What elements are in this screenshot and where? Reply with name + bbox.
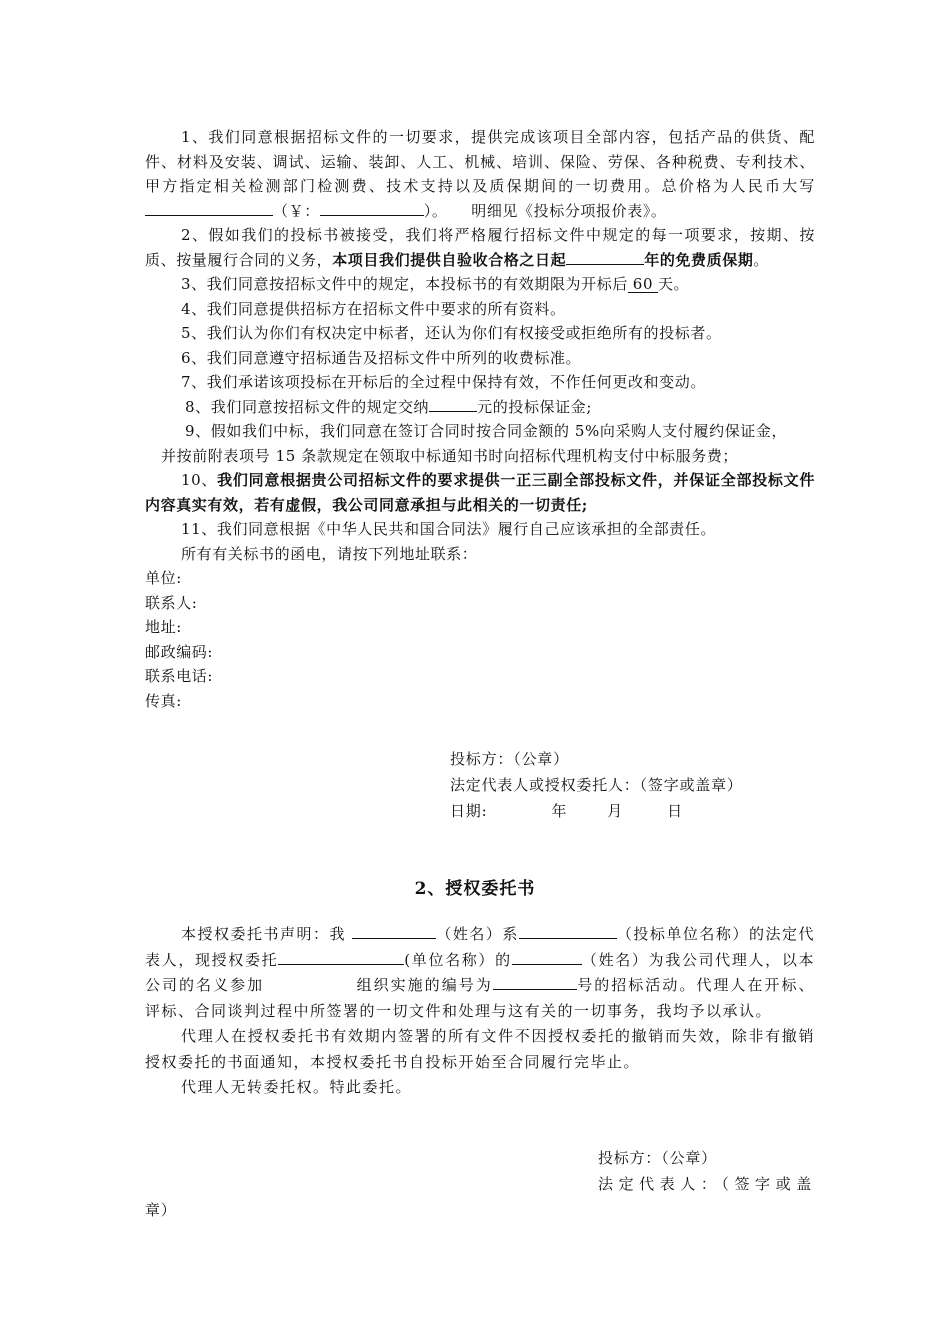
clause-1-yuan-label: （￥： [273, 201, 320, 220]
auth-representative-line-tail: 章） [145, 1201, 177, 1219]
clause-1 [145, 125, 815, 223]
bid-letter-signature [450, 746, 743, 824]
price-figure-blank [320, 199, 424, 216]
price-words-blank [145, 199, 273, 216]
representative-line: 法定代表人或授权委托人：（签字或盖章） [450, 776, 743, 794]
authorization-paragraph-1 [145, 922, 815, 1024]
date-month: 月 [607, 802, 624, 820]
clause-6: 6、我们同意遵守招标通告及招标文件中所列的收费标准。 [181, 348, 582, 367]
authorization-paragraph-3: 代理人无转委托权。特此委托。 [181, 1078, 413, 1096]
field-phone: 联系电话: [145, 667, 214, 685]
warranty-tail: 年的免费质保期 [644, 250, 754, 269]
clause-4: 4、我们同意提供招标方在招标文件中要求的所有资料。 [181, 299, 566, 318]
clause-3-text: 3、我们同意按招标文件中的规定，本投标书的有效期限为开标后 [181, 275, 628, 293]
clause-2-end: 。 [753, 250, 770, 269]
authorization-body [145, 922, 815, 1101]
clause-2-text: 2、假如我们的投标书被接受，我们将严格履行招标文件中规定的每一项要求，按期、按质、按量履行合同的义务， [145, 226, 815, 269]
clause-8 [145, 395, 815, 420]
field-address: 地址: [145, 618, 182, 636]
clause-2 [145, 223, 815, 272]
clause-1-text: 1、我们同意根据招标文件的一切要求，提供完成该项目全部内容，包括产品的供货、配件、材料及安装、调试、运输、装卸、人工、机械、培训、保险、劳保、各种税费、专利技术、甲方指定相关检测部门检测费、技术支持以及质保期间的一切费用。总价格为人民币大写 [145, 128, 815, 195]
date-line [450, 798, 743, 824]
delegate-name-blank [512, 948, 582, 965]
auth-text-1: 本授权委托书声明：我 [181, 925, 347, 943]
deposit-amount-blank [429, 395, 477, 412]
date-day: 日 [667, 802, 683, 820]
clause-9-continued: 并按前附表项号 15 条款规定在领取中标通知书时向招标代理机构支付中标服务费； [161, 446, 739, 465]
clause-7: 7、我们承诺该项投标在开标后的全过程中保持有效，不作任何更改和变动。 [181, 373, 706, 391]
bidder-seal-line: 投标方：（公章） [450, 750, 569, 768]
clause-9: 9、假如我们中标，我们同意在签订合同时按合同金额的 5%向采购人支付履约保证金， [185, 422, 788, 440]
field-fax: 传真: [145, 691, 182, 710]
auth-text-7: 号的招标活动。代理人在开标、评标、合同谈判过程中所签署的一切文件和处理与这有关的一切事务，我均予以承认。 [145, 976, 815, 1020]
authorization-paragraph-2: 代理人在授权委托书有效期内签署的所有文件不因授权委托的撤销而失效，除非有撤销授权委托的书面通知，本授权委托书自投标开始至合同履行完毕止。 [145, 1027, 815, 1071]
authorization-signature [598, 1145, 813, 1197]
name-blank [352, 922, 436, 939]
auth-text-3: （投标单位名称）的法定代表人，现授权委托 [145, 925, 815, 969]
clause-5: 5、我们认为你们有权决定中标者，还认为你们有权接受或拒绝所有的投标者。 [181, 324, 722, 342]
bid-letter-body [145, 125, 815, 713]
clause-10-text: 我们同意根据贵公司招标文件的要求提供一正三副全部投标文件，并保证全部投标文件内容真实有效，若有虚假，我公司同意承担与此相关的一切责任; [145, 471, 816, 514]
bidder-unit-blank [519, 922, 617, 939]
delegate-unit-blank [278, 948, 404, 965]
auth-text-6: 组织实施的编号为 [356, 976, 493, 994]
clause-10-number: 10、 [181, 471, 218, 489]
clause-8-tail: 元的投标保证金; [477, 397, 593, 416]
clause-3 [145, 272, 815, 297]
auth-text-2: （姓名）系 [436, 925, 519, 943]
field-postcode: 邮政编码: [145, 642, 214, 661]
contact-intro: 所有有关标书的函电，请按下列地址联系： [181, 544, 478, 563]
clause-10 [145, 468, 815, 517]
field-unit: 单位: [145, 569, 182, 587]
auth-representative-line: 法定代表人：（签字或盖 [598, 1175, 813, 1193]
clause-11: 11、我们同意根据《中华人民共和国合同法》履行自己应该承担的全部责任。 [181, 520, 717, 538]
validity-days: 60 [628, 276, 658, 293]
section-title: 2、授权委托书 [414, 879, 536, 899]
warranty-years-blank [566, 248, 644, 265]
tender-number-blank [493, 973, 577, 990]
clause-8-text: 8、我们同意按招标文件的规定交纳 [185, 397, 430, 416]
auth-bidder-seal-line: 投标方：（公章） [598, 1149, 717, 1167]
date-year: 年 [551, 802, 568, 820]
auth-text-4: (单位名称）的 [404, 950, 512, 969]
date-label: 日期: [450, 802, 488, 820]
warranty-lead: 本项目我们提供自验收合格之日起 [332, 250, 567, 269]
field-contact-person: 联系人: [145, 593, 198, 612]
auth-text-5: （姓名）为我公司代理人，以本公司的名义参加 [145, 950, 815, 994]
clause-3-tail: 天。 [657, 275, 690, 293]
clause-1-tail: ）。 明细见《投标分项报价表》。 [423, 201, 667, 220]
